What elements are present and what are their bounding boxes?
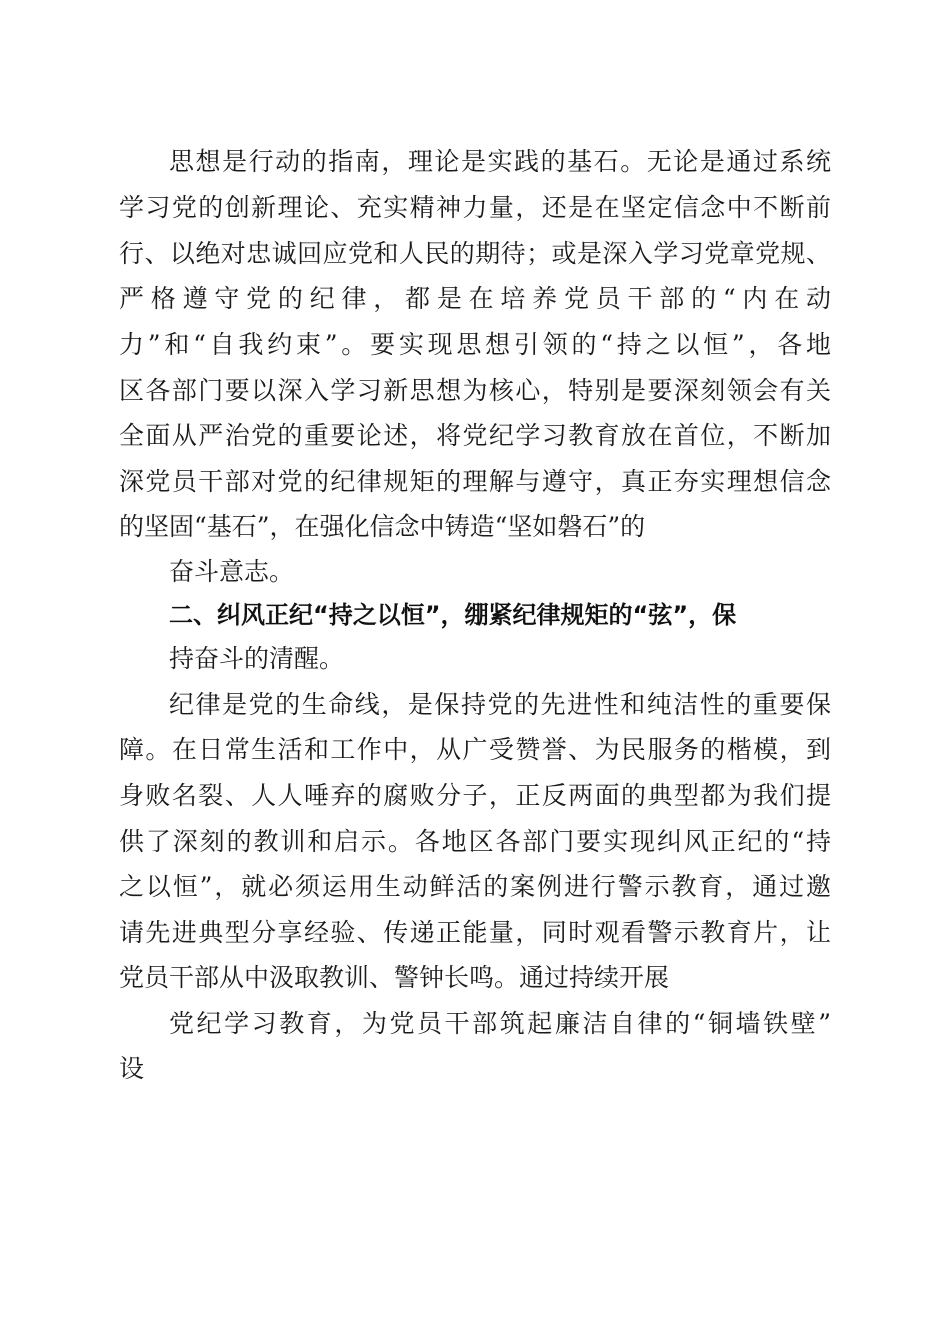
paragraph-3-line-5: 之以恒”，就必须运用生动鲜活的案例进行警示教育，通过邀 bbox=[119, 872, 831, 901]
paragraph-3-line-7: 党员干部从中汲取教训、警钟长鸣。通过持续开展 bbox=[119, 963, 670, 992]
paragraph-3-line-3: 身败名裂、人人唾弃的腐败分子，正反两面的典型都为我们提 bbox=[119, 781, 831, 810]
paragraph-1-line-9: 的坚固“基石”，在强化信念中铸造“坚如磐石”的 bbox=[119, 512, 646, 541]
paragraph-4-line-2: 设 bbox=[119, 1054, 145, 1083]
paragraph-1-line-1: 思想是行动的指南，理论是实践的基石。无论是通过系统 bbox=[169, 147, 831, 176]
paragraph-1-line-5: 力”和“自我约束”。要实现思想引领的“持之以恒”，各地 bbox=[119, 330, 831, 359]
section-heading-line-1: 二、纠风正纪“持之以恒”，绷紧纪律规矩的“弦”，保 bbox=[169, 601, 737, 629]
paragraph-1-line-8: 深党员干部对党的纪律规矩的理解与遵守，真正夯实理想信念 bbox=[119, 467, 831, 496]
paragraph-2-line-1: 奋斗意志。 bbox=[169, 557, 295, 586]
paragraph-1-line-7: 全面从严治党的重要论述，将党纪学习教育放在首位，不断加 bbox=[119, 421, 831, 450]
paragraph-1-line-2: 学习党的创新理论、充实精神力量，还是在坚定信念中不断前 bbox=[119, 193, 831, 222]
paragraph-3-line-2: 障。在日常生活和工作中，从广受赞誉、为民服务的楷模，到 bbox=[119, 735, 831, 764]
paragraph-1-line-3: 行、以绝对忠诚回应党和人民的期待；或是深入学习党章党规、 bbox=[119, 239, 831, 268]
paragraph-1-line-4: 严格遵守党的纪律，都是在培养党员干部的“内在动 bbox=[119, 284, 831, 313]
section-heading-line-2: 持奋斗的清醒。 bbox=[169, 644, 345, 673]
paragraph-3-line-6: 请先进典型分享经验、传递正能量，同时观看警示教育片，让 bbox=[119, 918, 831, 947]
paragraph-3-line-1: 纪律是党的生命线，是保持党的先进性和纯洁性的重要保 bbox=[169, 690, 831, 719]
paragraph-4-line-1: 党纪学习教育，为党员干部筑起廉洁自律的“铜墙铁壁” bbox=[169, 1009, 831, 1038]
paragraph-3-line-4: 供了深刻的教训和启示。各地区各部门要实现纠风正纪的“持 bbox=[119, 827, 831, 856]
paragraph-1-line-6: 区各部门要以深入学习新思想为核心，特别是要深刻领会有关 bbox=[119, 376, 831, 405]
